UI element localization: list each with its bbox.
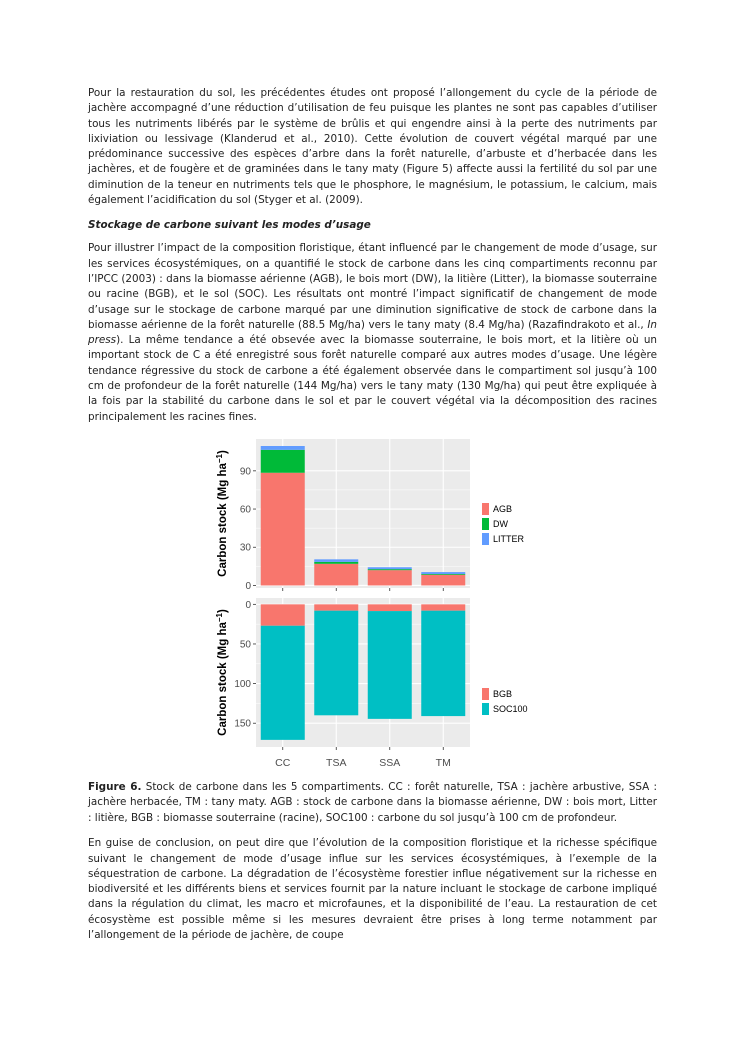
y-tick-label: 50 [239,639,251,651]
bar-dw-tsa [314,562,358,564]
carbon-stock-chart [88,433,657,778]
y-axis-title-main: Carbon stock (Mg ha [217,622,229,736]
bar-bgb-tm [421,604,465,610]
figure-6 [88,433,657,778]
legend-label-soc100: SOC100 [493,703,528,714]
y-tick-label: 150 [234,718,251,730]
x-tick-label-tm: TM [435,756,451,769]
bar-agb-ssa [368,570,412,585]
legend-label-agb: AGB [493,503,513,514]
bar-soc100-tm [421,611,465,716]
legend-key-dw [482,518,489,530]
paragraph-2-part-1: Pour illustrer l’impact de la composition floristique, étant influencé par le changement de mode d’usage, sur les services écosystémiques, on a quantifié le stock de carbone dans les cinq compartiments reconnu par l’IPCC (2003) : dans la biomasse aérienne (AGB), le bois mort (DW), la litière (Litter), la biomasse souterraine ou racine (BGB), et le sol (SOC). Les résultats ont montré l’impact significatif de changement de mode d’usage sur le stockage de carbone marqué par une diminution significative de stock de carbone dans la biomasse aérienne de la forêt naturelle (88.5 Mg/ha) vers le tany maty (8.4 Mg/ha) (Razafindrakoto et al., [88,242,657,331]
caption-text: Stock de carbone dans les 5 compartiments. CC : forêt naturelle, TSA : jachère arbustive, SSA : jachère herbacée, TM : tany maty. AGB : stock de carbone dans la biomasse aérienne, DW : bois mort, Litter : litière, BGB : biomasse souterraine (racine), SOC100 : carbone du sol jusqu’à 100 cm de profondeur. [88,780,658,824]
section-title: Stockage de carbone suivant les modes d’usage [88,219,371,232]
legend-key-litter [482,533,489,545]
y-axis-title-superscript: −1 [215,453,224,464]
y-tick-label: 100 [234,679,251,691]
paragraph-3: En guise de conclusion, on peut dire que l’évolution de la composition floristique et la richesse spécifique suivant le changement de mode d’usage influe sur les services écosystémiques, à l’exemple de la séquestration de carbone. La dégradation de l’écosystème forestier influe négativement sur la richesse en biodiversité et les différents biens et services fournit par la nature incluant le stockage de carbone impliqué dans la régulation du climat, les macro et microfaunes, et la disponibilité de l’eau. La restauration de cet écosystème est possible même si les mesures devraient être prises à long terme notamment par l’allongement de la période de jachère, de coupe [88,837,657,941]
y-axis-title-close: ) [217,609,229,613]
y-tick-label: 0 [245,599,251,611]
legend-label-dw: DW [493,518,508,529]
y-axis-title [215,450,229,577]
in-press-text: In press [88,318,657,347]
bar-litter-cc [261,446,305,450]
bar-soc100-cc [261,626,305,740]
bar-agb-tsa [314,564,358,586]
y-axis-title-main: Carbon stock (Mg ha [217,463,229,577]
y-axis-title-close: ) [217,450,229,454]
bar-dw-cc [261,450,305,473]
y-axis-title-superscript: −1 [215,612,224,623]
y-tick-label: 0 [245,580,251,592]
x-tick-label-cc: CC [275,756,291,769]
figure-caption [88,780,657,826]
y-tick-label: 30 [239,542,251,554]
bar-dw-tm [421,574,465,575]
bar-dw-ssa [368,569,412,570]
y-axis-title [215,609,229,736]
bar-agb-tm [421,575,465,586]
bar-litter-tsa [314,559,358,562]
legend-key-soc100 [482,703,489,715]
bar-bgb-ssa [368,604,412,611]
page [88,86,657,943]
bar-litter-ssa [368,567,412,569]
y-tick-label: 90 [239,466,251,478]
bar-bgb-tsa [314,604,358,610]
bar-agb-cc [261,473,305,586]
bar-soc100-ssa [368,611,412,719]
legend-label-litter: LITTER [493,533,525,544]
paragraph-2-part-2: ). La même tendance a été obsevée avec la biomasse souterraine, le bois mort, et la litière où un important stock de C a été enregistré sous forêt naturelle comparé aux autres modes d’usage. Une légère tendance régressive du stock de carbone a été également observée dans le compartiment sol jusqu’à 100 cm de profondeur de la forêt naturelle (144 Mg/ha) vers le tany maty (130 Mg/ha) qui peut être expliquée à la fois par la stabilité du carbone dans le sol et par le couvert végétal via la décomposition des racines principalement les racines fines. [88,334,657,423]
bar-bgb-cc [261,604,305,625]
x-tick-label-ssa: SSA [379,756,401,769]
x-tick-label-tsa: TSA [326,756,347,769]
caption-label: Figure 6. [88,780,142,793]
y-tick-label: 60 [239,504,251,516]
legend-key-agb [482,503,489,515]
paragraph-1: Pour la restauration du sol, les précédentes études ont proposé l’allongement du cycle de la période de jachère accompagné d’une réduction d’utilisation de feu puisque les plantes ne sont pas capables d’utiliser tous les nutriments libérés par le système de brûlis et qui engendre ainsi à la perte des nutriments par lixiviation ou lessivage (Klanderud et al., 2010). Cette évolution de couvert végétal marqué par une prédominance successive des espèces d’arbre dans la forêt naturelle, d’arbuste et d’herbacée dans les jachères, et de fougère et de graminées dans le tany maty (Figure 5) affecte aussi la fertilité du sol par une diminution de la teneur en nutriments tels que le phosphore, le magnésium, le potassium, le calcium, mais également l’acidification du sol (Styger et al. (2009). [88,87,657,207]
legend-label-bgb: BGB [493,688,513,699]
legend-key-bgb [482,688,489,700]
paragraph-2 [88,241,657,425]
bar-litter-tm [421,572,465,574]
bar-soc100-tsa [314,611,358,716]
